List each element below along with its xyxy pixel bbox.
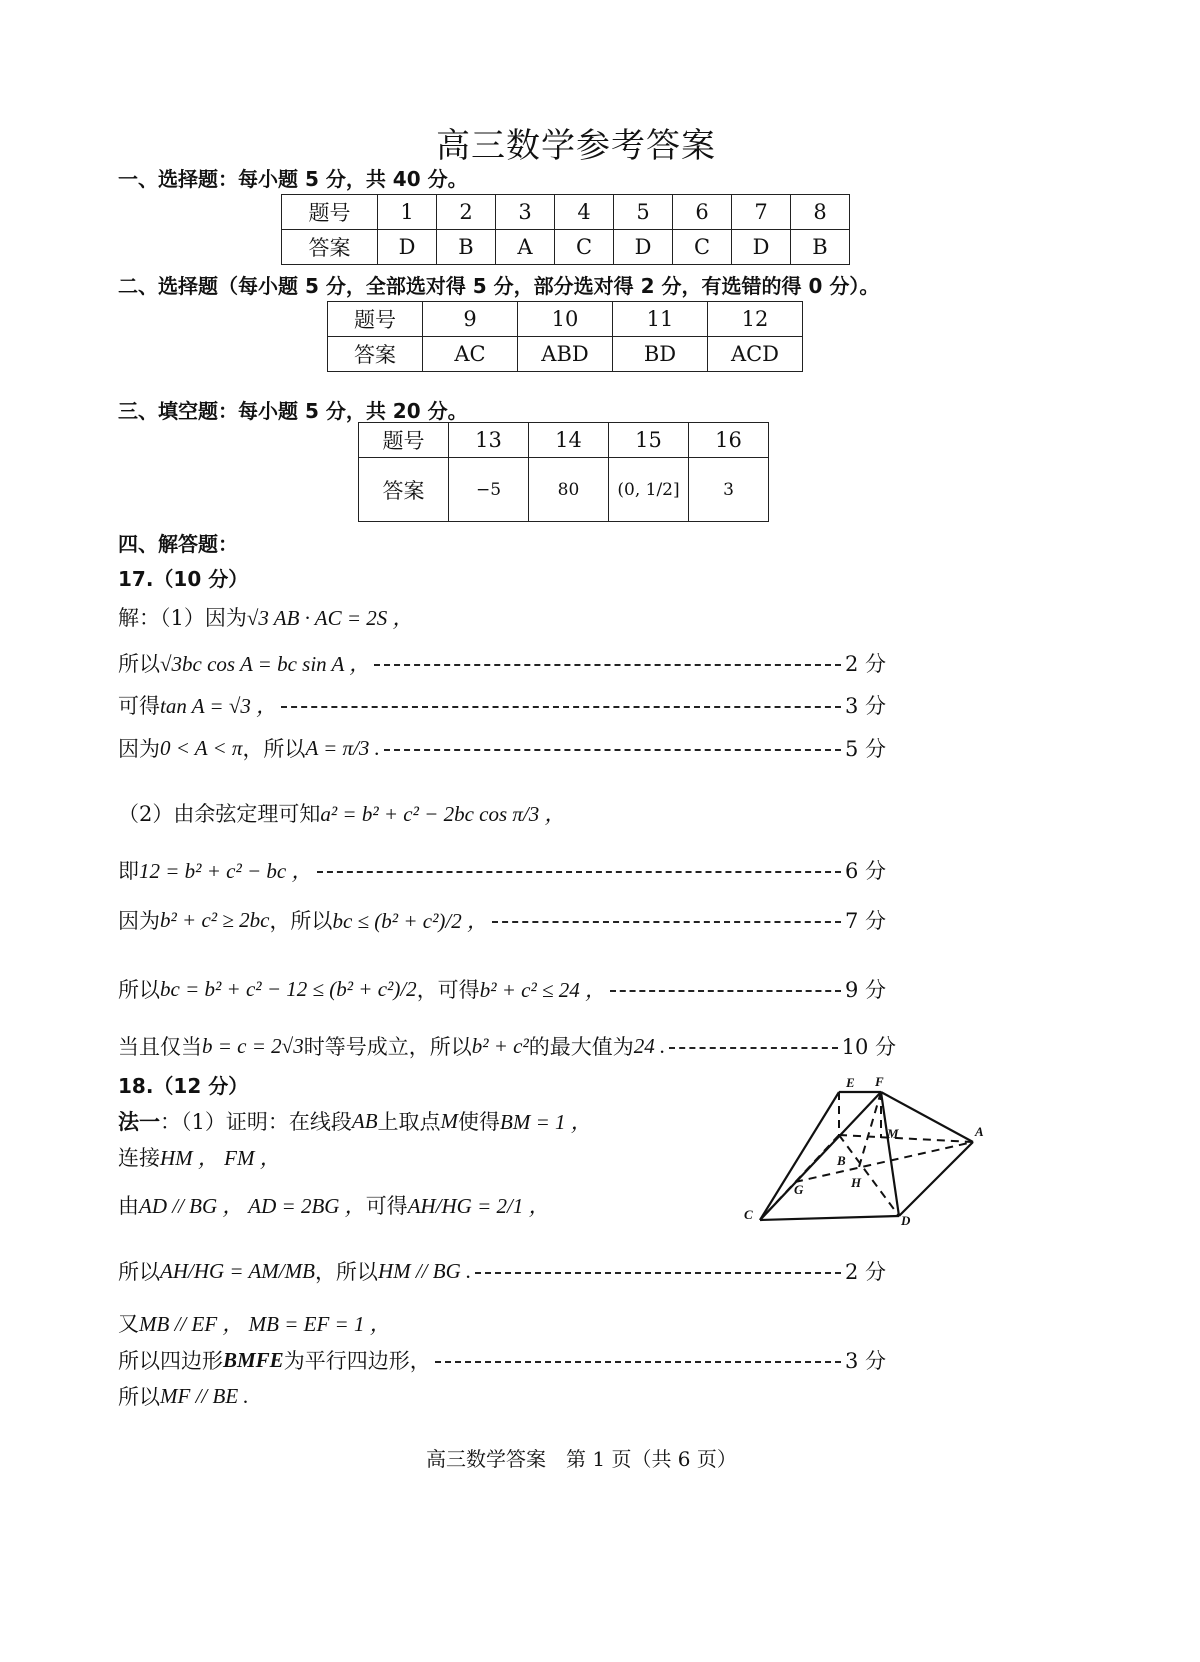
table-cell: 13 [449, 423, 529, 458]
q18-line-2 [118, 1142, 281, 1172]
math-expression: AH/HG = AM/MB [160, 1258, 315, 1283]
table-header-cell: 答案 [328, 337, 423, 372]
q17-line-9 [118, 1031, 896, 1061]
dashed-leader [669, 1047, 837, 1049]
q17-line-6 [118, 855, 886, 885]
q18-line-4 [118, 1256, 886, 1286]
section-2-heading: 二、选择题（每小题 5 分，全部选对得 5 分，部分选对得 2 分，有选错的得 0 分）。 [118, 274, 880, 298]
q17-line-3 [118, 690, 886, 720]
dashed-leader [317, 871, 841, 873]
table-cell: 4 [555, 195, 614, 230]
q17-line-8 [118, 974, 886, 1004]
math-expression: HM ， FM ， [160, 1146, 281, 1170]
table-header-cell: 题号 [359, 423, 449, 458]
math-expression: MF // BE . [160, 1383, 249, 1408]
figure-label: C [744, 1207, 753, 1222]
figure-hidden-edge [839, 1135, 973, 1142]
q17-line-7 [118, 905, 886, 935]
score-points: 7 分 [844, 909, 886, 933]
math-expression: tan A = √3 ， [160, 694, 278, 718]
score-points: 5 分 [844, 737, 886, 761]
table-cell: 11 [613, 302, 708, 337]
solution-text: 因为 [118, 909, 160, 933]
solution-text: 连接 [118, 1146, 160, 1170]
solution-text: 时等号成立，所以 [303, 1035, 472, 1059]
table-cell: ABD [518, 337, 613, 372]
table-cell: C [555, 230, 614, 265]
table-cell: (0, 1/2] [609, 458, 689, 522]
table-cell: 8 [791, 195, 850, 230]
dashed-leader [492, 921, 841, 923]
figure-edge [899, 1142, 973, 1216]
math-expression: bc = b² + c² − 12 ≤ (b² + c²)/2 [160, 976, 417, 1001]
math-expression: b² + c² ≥ 2bc [160, 907, 270, 932]
table-cell: 16 [689, 423, 769, 458]
figure-label: D [901, 1213, 911, 1228]
math-expression: b² + c² [471, 1033, 529, 1058]
figure-label: H [851, 1175, 862, 1190]
q17-line-2 [118, 648, 886, 678]
solution-text: ，所以 [314, 1260, 378, 1284]
table-cell: 9 [423, 302, 518, 337]
q17-line-4 [118, 733, 886, 763]
dashed-leader [475, 1272, 841, 1274]
dashed-leader [610, 990, 841, 992]
table-cell: 10 [518, 302, 613, 337]
math-expression: HM // BG . [377, 1258, 472, 1283]
solution-text: ，可得 [416, 978, 480, 1002]
table-cell: 80 [529, 458, 609, 522]
q18-heading: 18.（12 分） [118, 1074, 249, 1098]
math-expression: M [440, 1108, 459, 1133]
table-cell: C [673, 230, 732, 265]
table-header-cell: 答案 [359, 458, 449, 522]
geometry-figure [735, 1070, 995, 1230]
figure-hidden-edge [760, 1135, 839, 1220]
math-expression: 12 = b² + c² − bc ， [139, 859, 313, 883]
table-cell: −5 [449, 458, 529, 522]
figure-edge [760, 1092, 839, 1220]
dashed-leader [374, 664, 841, 666]
q17-heading: 17.（10 分） [118, 567, 249, 591]
math-expression: a² = b² + c² − 2bc cos π/3 ， [320, 802, 566, 826]
table-cell: B [791, 230, 850, 265]
table-cell: 1 [378, 195, 437, 230]
figure-label: B [837, 1153, 846, 1168]
table-cell: 5 [614, 195, 673, 230]
solution-text: ：（1）证明：在线段 [160, 1110, 352, 1134]
table-cell: 14 [529, 423, 609, 458]
section-3-heading: 三、填空题：每小题 5 分，共 20 分。 [118, 399, 468, 423]
solution-text: 所以 [118, 1260, 160, 1284]
figure-label: A [975, 1124, 984, 1139]
score-points: 10 分 [841, 1035, 896, 1059]
math-expression: b² + c² ≤ 24 ， [479, 978, 607, 1002]
dashed-leader [435, 1361, 841, 1363]
math-expression: b = c = 2√3 [202, 1033, 304, 1058]
table-cell: 3 [496, 195, 555, 230]
table-cell: 12 [708, 302, 803, 337]
table-header-cell: 题号 [282, 195, 378, 230]
solution-text: 所以 [118, 1385, 160, 1409]
score-points: 3 分 [844, 694, 886, 718]
table-header-cell: 答案 [282, 230, 378, 265]
solution-text: 所以 [118, 978, 160, 1002]
dashed-leader [281, 706, 841, 708]
math-expression: 0 < A < π [160, 735, 243, 760]
q17-line-5 [118, 798, 566, 828]
page-title: 高三数学参考答案 [436, 126, 716, 166]
table-cell: 15 [609, 423, 689, 458]
q18-line-1 [118, 1106, 592, 1136]
table-cell: B [437, 230, 496, 265]
solution-text: ，所以 [242, 737, 306, 761]
solution-text: （2）由余弦定理可知 [118, 802, 321, 826]
page-footer: 高三数学答案 第 1 页（共 6 页） [426, 1447, 737, 1471]
q18-line-7 [118, 1381, 249, 1411]
table-header-cell: 题号 [328, 302, 423, 337]
figure-label: M [887, 1126, 899, 1141]
table-cell: D [732, 230, 791, 265]
math-expression: BMFE [223, 1347, 284, 1372]
score-points: 6 分 [844, 859, 886, 883]
q17-line-1 [118, 602, 414, 632]
table-cell: BD [613, 337, 708, 372]
q18-line-3 [118, 1190, 550, 1220]
answer-table-1 [281, 194, 850, 265]
solution-text: 当且仅当 [118, 1035, 202, 1059]
math-expression: BM = 1 ， [500, 1110, 592, 1134]
figure-hidden-edge [795, 1142, 973, 1182]
dashed-leader [384, 749, 841, 751]
score-points: 9 分 [844, 978, 886, 1002]
solution-text: 可得 [118, 694, 160, 718]
table-cell: ACD [708, 337, 803, 372]
solution-text: 解：（1）因为 [118, 606, 247, 630]
table-cell: D [614, 230, 673, 265]
figure-label: G [794, 1182, 804, 1197]
figure-label: F [875, 1074, 884, 1089]
q18-line-5 [118, 1308, 391, 1338]
score-points: 2 分 [844, 652, 886, 676]
solution-text: 由 [118, 1194, 139, 1218]
solution-text: 又 [118, 1312, 139, 1336]
solution-text: 所以 [118, 652, 160, 676]
solution-text: 可得 [365, 1194, 408, 1218]
solution-text: 因为 [118, 737, 160, 761]
table-cell: 6 [673, 195, 732, 230]
solution-text: ，所以 [269, 909, 333, 933]
answer-table-2 [327, 301, 803, 372]
math-expression: AH/HG = 2/1 ， [407, 1194, 550, 1218]
section-4-heading: 四、解答题： [118, 532, 238, 556]
math-expression: 24 . [633, 1033, 666, 1058]
table-cell: 7 [732, 195, 791, 230]
solution-text: 的最大值为 [528, 1035, 634, 1059]
table-cell: 2 [437, 195, 496, 230]
score-points: 2 分 [844, 1260, 886, 1284]
solution-text: 即 [118, 859, 139, 883]
table-cell: A [496, 230, 555, 265]
solution-text: 所以四边形 [118, 1349, 223, 1373]
math-expression: AD // BG ， AD = 2BG ， [139, 1194, 366, 1218]
math-expression: AB [351, 1108, 378, 1133]
figure-label: E [846, 1075, 855, 1090]
math-expression: √3 AB · AC = 2S ， [246, 606, 414, 630]
table-cell: D [378, 230, 437, 265]
math-expression: MB // EF ， MB = EF = 1 ， [139, 1312, 391, 1336]
table-cell: 3 [689, 458, 769, 522]
figure-edge [760, 1216, 899, 1220]
method-label: 法一 [118, 1109, 160, 1134]
table-cell: AC [423, 337, 518, 372]
math-expression: bc ≤ (b² + c²)/2 ， [332, 909, 488, 933]
answer-table-3 [358, 422, 769, 522]
score-points: 3 分 [844, 1349, 886, 1373]
math-expression: √3bc cos A = bc sin A ， [160, 652, 371, 676]
q18-line-6 [118, 1345, 886, 1375]
figure-edge [881, 1092, 899, 1216]
section-1-heading: 一、选择题：每小题 5 分，共 40 分。 [118, 167, 468, 191]
solution-text: 为平行四边形， [283, 1349, 431, 1373]
solution-text: 使得 [458, 1110, 501, 1134]
solution-text: 上取点 [377, 1110, 441, 1134]
math-expression: A = π/3 . [305, 735, 380, 760]
